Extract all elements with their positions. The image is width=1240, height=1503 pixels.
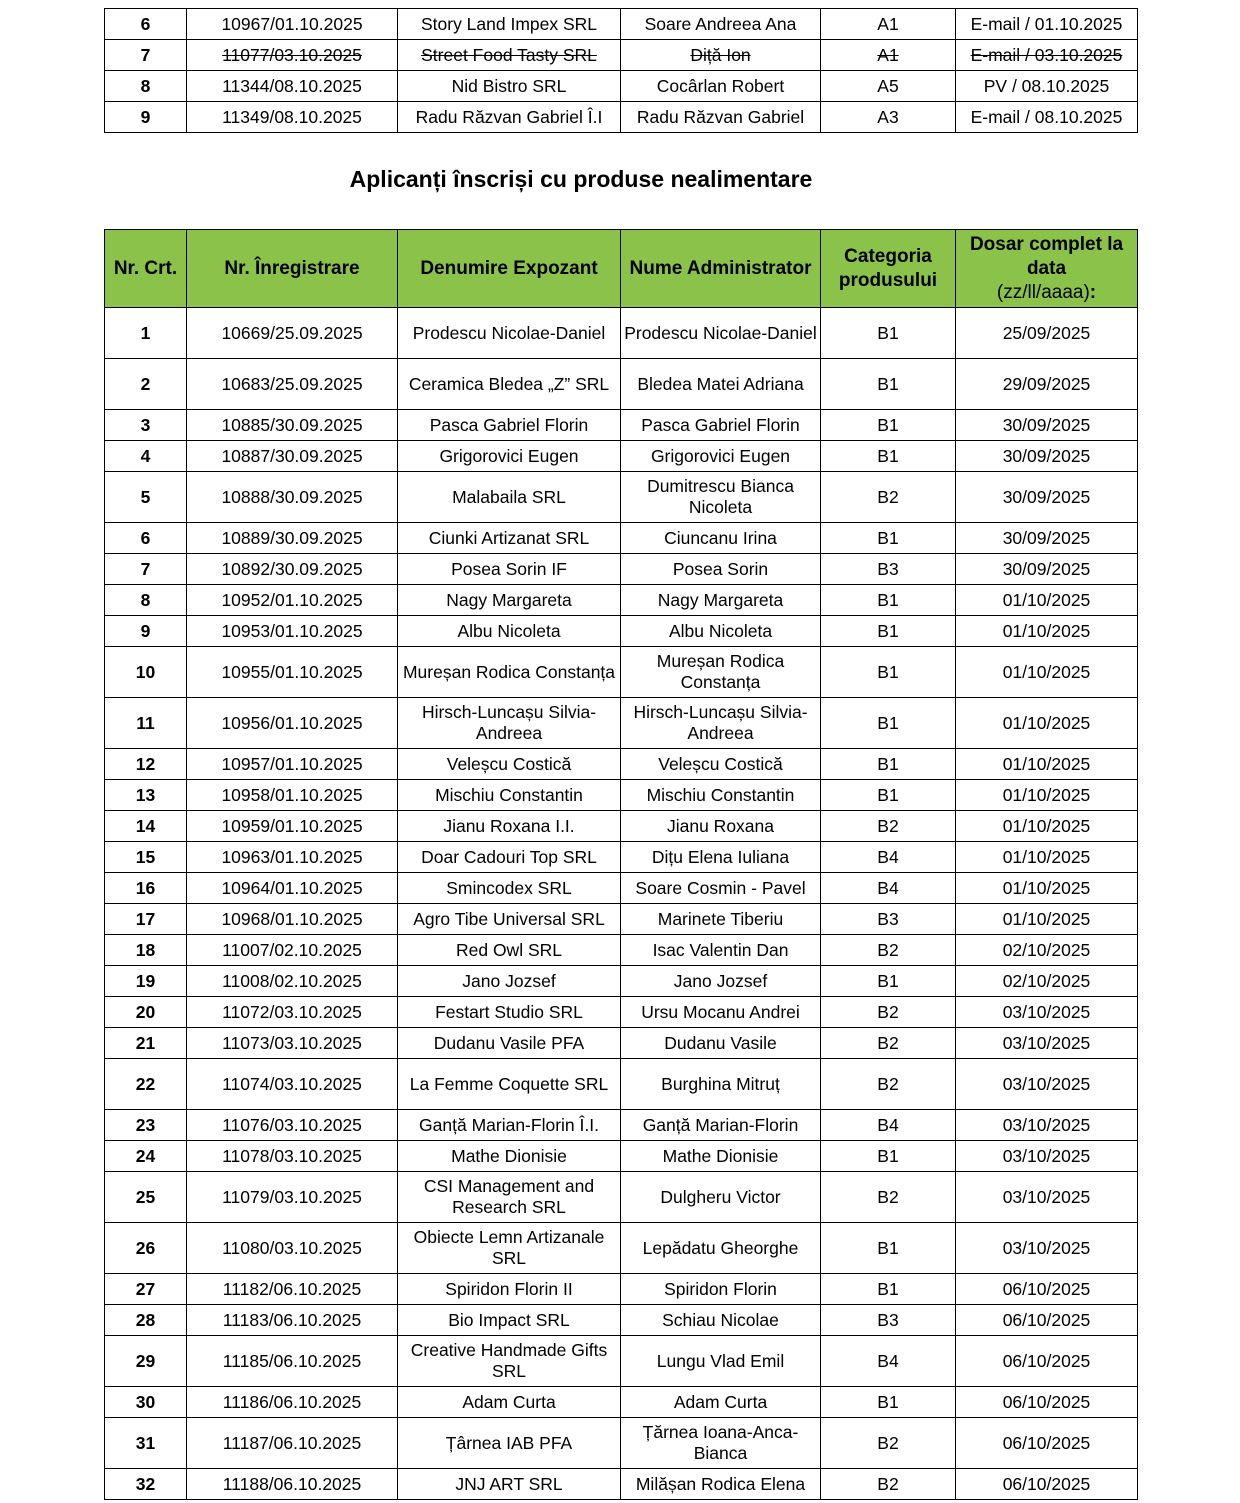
header-category: Categoria produsului	[821, 230, 956, 308]
product-category: B3	[821, 1305, 956, 1336]
product-category: B1	[821, 585, 956, 616]
registration-number: 10892/30.09.2025	[187, 554, 398, 585]
header-file-complete-label: Dosar complet la data	[969, 233, 1124, 279]
product-category: A1	[821, 40, 956, 71]
file-complete-date: 06/10/2025	[956, 1418, 1138, 1469]
table-row	[105, 523, 1138, 554]
row-number: 6	[105, 523, 187, 554]
row-number: 29	[105, 1336, 187, 1387]
table-row	[105, 410, 1138, 441]
product-category: B1	[821, 359, 956, 410]
table-row	[105, 698, 1138, 749]
row-number: 20	[105, 997, 187, 1028]
registration-number: 10964/01.10.2025	[187, 873, 398, 904]
file-complete-date: 03/10/2025	[956, 1110, 1138, 1141]
administrator-name: Grigorovici Eugen	[621, 441, 821, 472]
administrator-name: Veleșcu Costică	[621, 749, 821, 780]
exhibitor-name: Ceramica Bledea „Z” SRL	[398, 359, 621, 410]
file-complete-date: 01/10/2025	[956, 698, 1138, 749]
product-category: B1	[821, 410, 956, 441]
file-complete-date: 01/10/2025	[956, 647, 1138, 698]
registration-number: 10963/01.10.2025	[187, 842, 398, 873]
exhibitor-name: Obiecte Lemn Artizanale SRL	[398, 1223, 621, 1274]
file-complete-date: 01/10/2025	[956, 873, 1138, 904]
product-category: B4	[821, 873, 956, 904]
registration-number: 11183/06.10.2025	[187, 1305, 398, 1336]
product-category: B1	[821, 780, 956, 811]
administrator-name: Nagy Margareta	[621, 585, 821, 616]
administrator-name: Ciuncanu Irina	[621, 523, 821, 554]
exhibitor-name: Prodescu Nicolae-Daniel	[398, 308, 621, 359]
administrator-name: Soare Cosmin - Pavel	[621, 873, 821, 904]
table-row	[105, 935, 1138, 966]
row-number: 16	[105, 873, 187, 904]
product-category: B1	[821, 616, 956, 647]
registration-number: 10959/01.10.2025	[187, 811, 398, 842]
administrator-name: Milășan Rodica Elena	[621, 1469, 821, 1500]
file-complete-date: 30/09/2025	[956, 441, 1138, 472]
table-header-row	[105, 230, 1138, 308]
product-category: B1	[821, 1141, 956, 1172]
table-row	[105, 780, 1138, 811]
file-complete-date: 03/10/2025	[956, 1172, 1138, 1223]
file-complete-date: 03/10/2025	[956, 1028, 1138, 1059]
product-category: B2	[821, 1172, 956, 1223]
administrator-name: Mureșan Rodica Constanța	[621, 647, 821, 698]
exhibitor-name: Smincodex SRL	[398, 873, 621, 904]
file-complete-date: E-mail / 03.10.2025	[956, 40, 1138, 71]
exhibitor-name: Dudanu Vasile PFA	[398, 1028, 621, 1059]
exhibitor-name: La Femme Coquette SRL	[398, 1059, 621, 1110]
table-row	[105, 71, 1138, 102]
product-category: B2	[821, 997, 956, 1028]
non-food-applicants-table	[104, 229, 1138, 1500]
product-category: B1	[821, 523, 956, 554]
exhibitor-name: Hirsch-Luncașu Silvia-Andreea	[398, 698, 621, 749]
administrator-name: Soare Andreea Ana	[621, 9, 821, 40]
row-number: 12	[105, 749, 187, 780]
row-number: 9	[105, 616, 187, 647]
administrator-name: Burghina Mitruț	[621, 1059, 821, 1110]
row-number: 22	[105, 1059, 187, 1110]
exhibitor-name: Nid Bistro SRL	[398, 71, 621, 102]
exhibitor-name: Țârnea IAB PFA	[398, 1418, 621, 1469]
table-row	[105, 1141, 1138, 1172]
row-number: 30	[105, 1387, 187, 1418]
header-date-format: (zz/ll/aaaa)	[996, 281, 1090, 303]
registration-number: 10889/30.09.2025	[187, 523, 398, 554]
registration-number: 11080/03.10.2025	[187, 1223, 398, 1274]
table-row	[105, 873, 1138, 904]
registration-number: 11007/02.10.2025	[187, 935, 398, 966]
table-row	[105, 1418, 1138, 1469]
product-category: B2	[821, 811, 956, 842]
row-number: 11	[105, 698, 187, 749]
exhibitor-name: Posea Sorin IF	[398, 554, 621, 585]
administrator-name: Dulgheru Victor	[621, 1172, 821, 1223]
file-complete-date: 01/10/2025	[956, 780, 1138, 811]
registration-number: 11185/06.10.2025	[187, 1336, 398, 1387]
registration-number: 11186/06.10.2025	[187, 1387, 398, 1418]
registration-number: 11344/08.10.2025	[187, 71, 398, 102]
exhibitor-name: Jano Jozsef	[398, 966, 621, 997]
registration-number: 10885/30.09.2025	[187, 410, 398, 441]
administrator-name: Schiau Nicolae	[621, 1305, 821, 1336]
header-administrator: Nume Administrator	[621, 230, 821, 308]
product-category: B2	[821, 935, 956, 966]
product-category: B1	[821, 308, 956, 359]
exhibitor-name: Ciunki Artizanat SRL	[398, 523, 621, 554]
registration-number: 10683/25.09.2025	[187, 359, 398, 410]
row-number: 31	[105, 1418, 187, 1469]
table-row	[105, 1336, 1138, 1387]
file-complete-date: 03/10/2025	[956, 997, 1138, 1028]
table-row	[105, 616, 1138, 647]
administrator-name: Bledea Matei Adriana	[621, 359, 821, 410]
row-number: 14	[105, 811, 187, 842]
header-nr: Nr. Crt.	[105, 230, 187, 308]
row-number: 15	[105, 842, 187, 873]
row-number: 25	[105, 1172, 187, 1223]
administrator-name: Spiridon Florin	[621, 1274, 821, 1305]
product-category: B1	[821, 647, 956, 698]
table-row	[105, 554, 1138, 585]
header-registration: Nr. Înregistrare	[187, 230, 398, 308]
file-complete-date: E-mail / 08.10.2025	[956, 102, 1138, 133]
registration-number: 10967/01.10.2025	[187, 9, 398, 40]
row-number: 9	[105, 102, 187, 133]
administrator-name: Ganță Marian-Florin	[621, 1110, 821, 1141]
row-number: 5	[105, 472, 187, 523]
file-complete-date: 03/10/2025	[956, 1223, 1138, 1274]
table-row	[105, 997, 1138, 1028]
table-row	[105, 102, 1138, 133]
exhibitor-name: Adam Curta	[398, 1387, 621, 1418]
registration-number: 11008/02.10.2025	[187, 966, 398, 997]
product-category: B1	[821, 698, 956, 749]
table-row	[105, 1274, 1138, 1305]
product-category: B3	[821, 554, 956, 585]
administrator-name: Dumitrescu Bianca Nicoleta	[621, 472, 821, 523]
administrator-name: Hirsch-Luncașu Silvia-Andreea	[621, 698, 821, 749]
administrator-name: Pasca Gabriel Florin	[621, 410, 821, 441]
file-complete-date: 01/10/2025	[956, 842, 1138, 873]
row-number: 27	[105, 1274, 187, 1305]
table-row	[105, 1469, 1138, 1500]
file-complete-date: E-mail / 01.10.2025	[956, 9, 1138, 40]
registration-number: 11187/06.10.2025	[187, 1418, 398, 1469]
table-row	[105, 1387, 1138, 1418]
table-row	[105, 966, 1138, 997]
administrator-name: Țărnea Ioana-Anca-Bianca	[621, 1418, 821, 1469]
file-complete-date: 01/10/2025	[956, 585, 1138, 616]
row-number: 6	[105, 9, 187, 40]
product-category: B1	[821, 441, 956, 472]
administrator-name: Cocârlan Robert	[621, 71, 821, 102]
table-row	[105, 1028, 1138, 1059]
product-category: B1	[821, 1274, 956, 1305]
exhibitor-name: Red Owl SRL	[398, 935, 621, 966]
file-complete-date: 30/09/2025	[956, 472, 1138, 523]
registration-number: 10953/01.10.2025	[187, 616, 398, 647]
table-row	[105, 1172, 1138, 1223]
exhibitor-name: CSI Management and Research SRL	[398, 1172, 621, 1223]
administrator-name: Adam Curta	[621, 1387, 821, 1418]
registration-number: 10958/01.10.2025	[187, 780, 398, 811]
registration-number: 11188/06.10.2025	[187, 1469, 398, 1500]
registration-number: 10887/30.09.2025	[187, 441, 398, 472]
row-number: 4	[105, 441, 187, 472]
exhibitor-name: JNJ ART SRL	[398, 1469, 621, 1500]
table-row	[105, 1305, 1138, 1336]
header-exhibitor: Denumire Expozant	[398, 230, 621, 308]
registration-number: 11078/03.10.2025	[187, 1141, 398, 1172]
administrator-name: Dițu Elena Iuliana	[621, 842, 821, 873]
row-number: 24	[105, 1141, 187, 1172]
row-number: 7	[105, 554, 187, 585]
file-complete-date: 01/10/2025	[956, 616, 1138, 647]
product-category: A1	[821, 9, 956, 40]
administrator-name: Mischiu Constantin	[621, 780, 821, 811]
administrator-name: Marinete Tiberiu	[621, 904, 821, 935]
exhibitor-name: Story Land Impex SRL	[398, 9, 621, 40]
file-complete-date: 06/10/2025	[956, 1387, 1138, 1418]
table-row	[105, 308, 1138, 359]
file-complete-date: 30/09/2025	[956, 523, 1138, 554]
administrator-name: Lepădatu Gheorghe	[621, 1223, 821, 1274]
file-complete-date: 06/10/2025	[956, 1305, 1138, 1336]
exhibitor-name: Mureșan Rodica Constanța	[398, 647, 621, 698]
previous-category-table	[104, 8, 1138, 133]
row-number: 17	[105, 904, 187, 935]
file-complete-date: PV / 08.10.2025	[956, 71, 1138, 102]
file-complete-date: 01/10/2025	[956, 904, 1138, 935]
exhibitor-name: Jianu Roxana I.I.	[398, 811, 621, 842]
administrator-name: Isac Valentin Dan	[621, 935, 821, 966]
row-number: 19	[105, 966, 187, 997]
exhibitor-name: Spiridon Florin II	[398, 1274, 621, 1305]
product-category: B4	[821, 1336, 956, 1387]
administrator-name: Jianu Roxana	[621, 811, 821, 842]
table-row	[105, 647, 1138, 698]
exhibitor-name: Creative Handmade Gifts SRL	[398, 1336, 621, 1387]
exhibitor-name: Mischiu Constantin	[398, 780, 621, 811]
row-number: 3	[105, 410, 187, 441]
product-category: A5	[821, 71, 956, 102]
exhibitor-name: Radu Răzvan Gabriel Î.I	[398, 102, 621, 133]
row-number: 8	[105, 71, 187, 102]
administrator-name: Albu Nicoleta	[621, 616, 821, 647]
registration-number: 11076/03.10.2025	[187, 1110, 398, 1141]
exhibitor-name: Agro Tibe Universal SRL	[398, 904, 621, 935]
section-title: Aplicanți înscriși cu produse nealimentare	[349, 166, 813, 192]
table-row	[105, 749, 1138, 780]
file-complete-date: 06/10/2025	[956, 1469, 1138, 1500]
row-number: 23	[105, 1110, 187, 1141]
row-number: 28	[105, 1305, 187, 1336]
product-category: B1	[821, 966, 956, 997]
file-complete-date: 30/09/2025	[956, 554, 1138, 585]
file-complete-date: 06/10/2025	[956, 1274, 1138, 1305]
product-category: B2	[821, 1418, 956, 1469]
file-complete-date: 02/10/2025	[956, 966, 1138, 997]
row-number: 32	[105, 1469, 187, 1500]
administrator-name: Dudanu Vasile	[621, 1028, 821, 1059]
exhibitor-name: Pasca Gabriel Florin	[398, 410, 621, 441]
exhibitor-name: Nagy Margareta	[398, 585, 621, 616]
administrator-name: Jano Jozsef	[621, 966, 821, 997]
product-category: B2	[821, 1028, 956, 1059]
product-category: B4	[821, 842, 956, 873]
product-category: B2	[821, 1059, 956, 1110]
administrator-name: Radu Răzvan Gabriel	[621, 102, 821, 133]
registration-number: 11073/03.10.2025	[187, 1028, 398, 1059]
product-category: B1	[821, 749, 956, 780]
exhibitor-name: Festart Studio SRL	[398, 997, 621, 1028]
registration-number: 11349/08.10.2025	[187, 102, 398, 133]
file-complete-date: 01/10/2025	[956, 749, 1138, 780]
exhibitor-name: Grigorovici Eugen	[398, 441, 621, 472]
administrator-name: Ursu Mocanu Andrei	[621, 997, 821, 1028]
row-number: 10	[105, 647, 187, 698]
row-number: 13	[105, 780, 187, 811]
registration-number: 10957/01.10.2025	[187, 749, 398, 780]
table-row-struck-through	[105, 40, 1138, 71]
table-row	[105, 585, 1138, 616]
registration-number: 11072/03.10.2025	[187, 997, 398, 1028]
registration-number: 10956/01.10.2025	[187, 698, 398, 749]
table-row	[105, 359, 1138, 410]
registration-number: 11077/03.10.2025	[187, 40, 398, 71]
row-number: 1	[105, 308, 187, 359]
header-colon: :	[1089, 281, 1097, 303]
table-row	[105, 1223, 1138, 1274]
product-category: B2	[821, 472, 956, 523]
administrator-name: Diță Ion	[621, 40, 821, 71]
table-row	[105, 472, 1138, 523]
registration-number: 11074/03.10.2025	[187, 1059, 398, 1110]
product-category: B2	[821, 1469, 956, 1500]
product-category: B4	[821, 1110, 956, 1141]
file-complete-date: 03/10/2025	[956, 1141, 1138, 1172]
table-row	[105, 811, 1138, 842]
exhibitor-name: Doar Cadouri Top SRL	[398, 842, 621, 873]
registration-number: 11079/03.10.2025	[187, 1172, 398, 1223]
administrator-name: Prodescu Nicolae-Daniel	[621, 308, 821, 359]
header-file-complete	[956, 230, 1138, 308]
exhibitor-name: Albu Nicoleta	[398, 616, 621, 647]
product-category: A3	[821, 102, 956, 133]
file-complete-date: 25/09/2025	[956, 308, 1138, 359]
exhibitor-name: Street Food Tasty SRL	[398, 40, 621, 71]
exhibitor-name: Malabaila SRL	[398, 472, 621, 523]
table-row	[105, 441, 1138, 472]
registration-number: 11182/06.10.2025	[187, 1274, 398, 1305]
administrator-name: Lungu Vlad Emil	[621, 1336, 821, 1387]
product-category: B1	[821, 1387, 956, 1418]
table-row	[105, 9, 1138, 40]
administrator-name: Mathe Dionisie	[621, 1141, 821, 1172]
registration-number: 10968/01.10.2025	[187, 904, 398, 935]
row-number: 18	[105, 935, 187, 966]
row-number: 21	[105, 1028, 187, 1059]
table-row	[105, 1059, 1138, 1110]
exhibitor-name: Mathe Dionisie	[398, 1141, 621, 1172]
product-category: B3	[821, 904, 956, 935]
registration-number: 10888/30.09.2025	[187, 472, 398, 523]
file-complete-date: 30/09/2025	[956, 410, 1138, 441]
file-complete-date: 06/10/2025	[956, 1336, 1138, 1387]
registration-number: 10955/01.10.2025	[187, 647, 398, 698]
administrator-name: Posea Sorin	[621, 554, 821, 585]
row-number: 2	[105, 359, 187, 410]
file-complete-date: 29/09/2025	[956, 359, 1138, 410]
row-number: 8	[105, 585, 187, 616]
product-category: B1	[821, 1223, 956, 1274]
file-complete-date: 03/10/2025	[956, 1059, 1138, 1110]
file-complete-date: 01/10/2025	[956, 811, 1138, 842]
exhibitor-name: Bio Impact SRL	[398, 1305, 621, 1336]
registration-number: 10952/01.10.2025	[187, 585, 398, 616]
registration-number: 10669/25.09.2025	[187, 308, 398, 359]
table-row	[105, 904, 1138, 935]
exhibitor-name: Ganță Marian-Florin Î.I.	[398, 1110, 621, 1141]
table-row	[105, 1110, 1138, 1141]
table-row	[105, 842, 1138, 873]
file-complete-date: 02/10/2025	[956, 935, 1138, 966]
row-number: 7	[105, 40, 187, 71]
row-number: 26	[105, 1223, 187, 1274]
exhibitor-name: Veleșcu Costică	[398, 749, 621, 780]
